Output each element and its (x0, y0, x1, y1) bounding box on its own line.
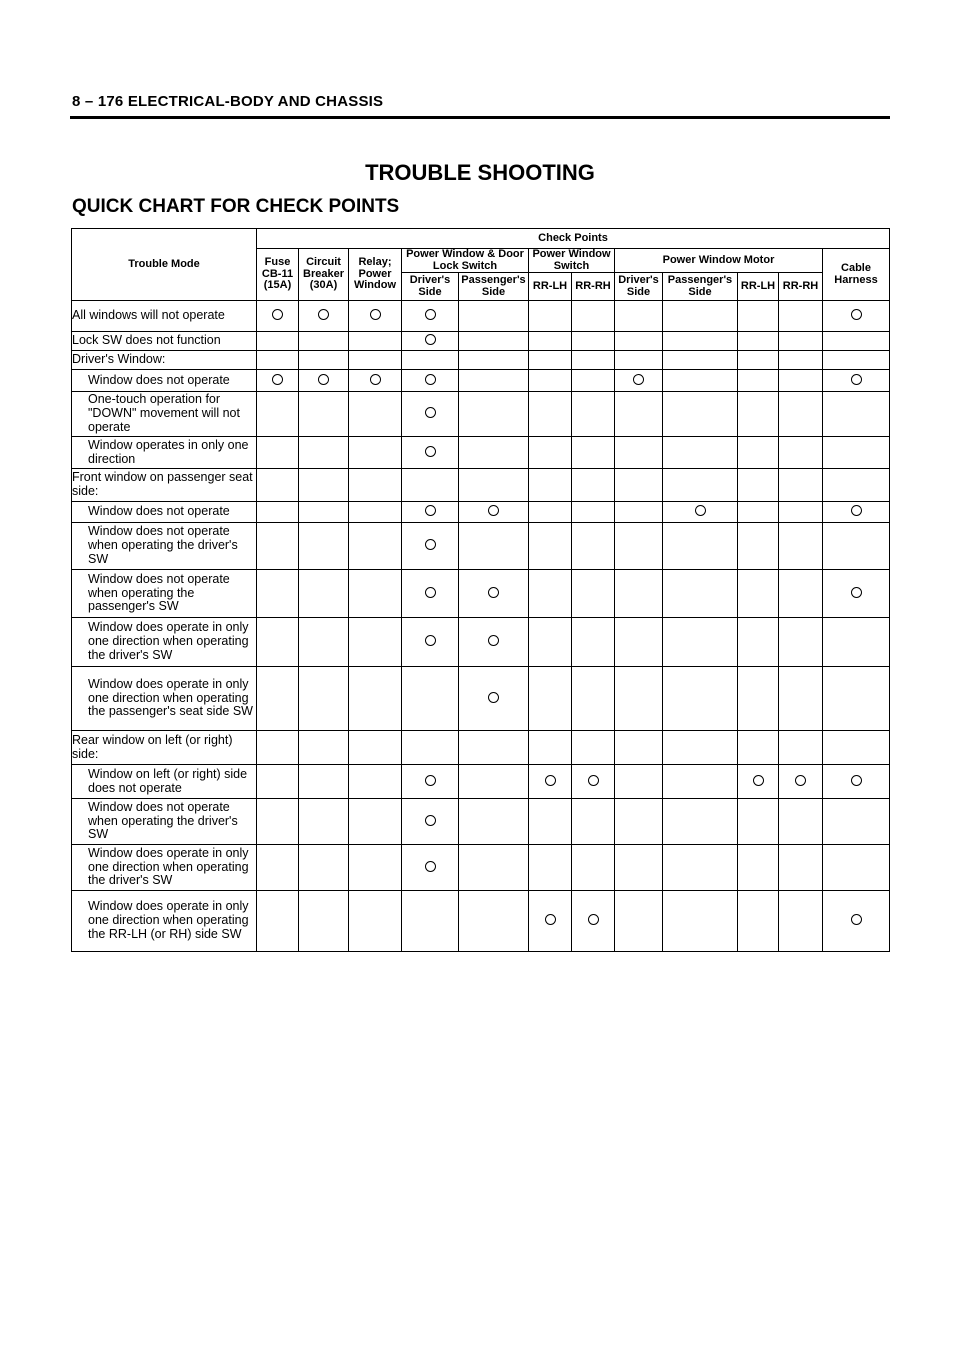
mark-cell-motor-rr-rh (779, 731, 823, 765)
mark-cell-sw-passenger (459, 523, 529, 570)
mark-cell-pws-rr-lh (529, 731, 572, 765)
mark-cell-pws-rr-rh (572, 392, 615, 437)
mark-cell-motor-passenger (663, 845, 738, 891)
check-mark-circle (488, 587, 499, 598)
mark-cell-motor-driver (615, 351, 663, 370)
mark-cell-motor-driver (615, 523, 663, 570)
mark-cell-motor-rr-rh (779, 392, 823, 437)
mark-cell-pws-rr-rh (572, 618, 615, 667)
mark-cell-sw-passenger (459, 392, 529, 437)
check-mark-circle (425, 861, 436, 872)
mark-cell-motor-driver (615, 845, 663, 891)
check-mark-circle (488, 635, 499, 646)
mark-cell-pws-rr-lh (529, 765, 572, 799)
mark-cell-motor-rr-rh (779, 437, 823, 469)
mark-cell-sw-driver (402, 891, 459, 952)
circuit-breaker-header: Circuit Breaker (30A) (299, 249, 349, 301)
trouble-mode-cell: Window does not operate when operating the driver's SW (72, 799, 257, 845)
pws-rr-lh-header: RR-LH (529, 273, 572, 301)
mark-cell-relay (349, 351, 402, 370)
mark-cell-motor-rr-rh (779, 667, 823, 731)
mark-cell-pws-rr-rh (572, 301, 615, 332)
mark-cell-motor-driver (615, 731, 663, 765)
mark-cell-circuit-breaker (299, 765, 349, 799)
mark-cell-sw-passenger (459, 332, 529, 351)
mark-cell-sw-driver (402, 523, 459, 570)
mark-cell-motor-rr-lh (738, 351, 779, 370)
mark-cell-motor-passenger (663, 523, 738, 570)
check-mark-circle (588, 775, 599, 786)
mark-cell-motor-passenger (663, 370, 738, 392)
check-mark-circle (425, 374, 436, 385)
mark-cell-motor-driver (615, 765, 663, 799)
check-mark-circle (851, 775, 862, 786)
mark-cell-pws-rr-rh (572, 667, 615, 731)
mark-cell-cable-harness (823, 731, 890, 765)
mark-cell-pws-rr-rh (572, 469, 615, 502)
mark-cell-pws-rr-lh (529, 392, 572, 437)
mark-cell-pws-rr-lh (529, 845, 572, 891)
mark-cell-cable-harness (823, 502, 890, 523)
mark-cell-motor-driver (615, 502, 663, 523)
mark-cell-relay (349, 618, 402, 667)
mark-cell-motor-rr-rh (779, 502, 823, 523)
mark-cell-pws-rr-rh (572, 523, 615, 570)
mark-cell-motor-driver (615, 799, 663, 845)
pws-rr-rh-header: RR-RH (572, 273, 615, 301)
mark-cell-sw-passenger (459, 469, 529, 502)
mark-cell-circuit-breaker (299, 799, 349, 845)
trouble-mode-cell: Window operates in only one direction (72, 437, 257, 469)
trouble-mode-cell: Window on left (or right) side does not operate (72, 765, 257, 799)
mark-cell-fuse (257, 502, 299, 523)
mark-cell-cable-harness (823, 523, 890, 570)
mark-cell-motor-passenger (663, 570, 738, 618)
mark-cell-fuse (257, 799, 299, 845)
mark-cell-sw-passenger (459, 301, 529, 332)
mark-cell-motor-rr-lh (738, 570, 779, 618)
mark-cell-motor-driver (615, 301, 663, 332)
check-mark-circle (851, 505, 862, 516)
mark-cell-sw-driver (402, 370, 459, 392)
mark-cell-circuit-breaker (299, 618, 349, 667)
table-row (72, 523, 890, 570)
mark-cell-sw-driver (402, 667, 459, 731)
mark-cell-motor-driver (615, 618, 663, 667)
trouble-mode-cell: Window does operate in only one direction when operating the driver's SW (72, 618, 257, 667)
trouble-mode-cell: Window does operate in only one direction when operating the RR-LH (or RH) side SW (72, 891, 257, 952)
mark-cell-cable-harness (823, 301, 890, 332)
mark-cell-sw-driver (402, 469, 459, 502)
quick-chart-table (71, 228, 890, 952)
mark-cell-sw-passenger (459, 570, 529, 618)
mark-cell-motor-rr-lh (738, 799, 779, 845)
mark-cell-cable-harness (823, 332, 890, 351)
check-mark-circle (425, 505, 436, 516)
mark-cell-pws-rr-lh (529, 667, 572, 731)
mark-cell-sw-passenger (459, 370, 529, 392)
check-mark-circle (695, 505, 706, 516)
mark-cell-relay (349, 570, 402, 618)
mark-cell-motor-passenger (663, 667, 738, 731)
check-mark-circle (488, 505, 499, 516)
mark-cell-fuse (257, 523, 299, 570)
mark-cell-relay (349, 731, 402, 765)
mark-cell-fuse (257, 370, 299, 392)
mark-cell-pws-rr-lh (529, 799, 572, 845)
mark-cell-sw-driver (402, 332, 459, 351)
mark-cell-sw-driver (402, 799, 459, 845)
chart-subtitle: QUICK CHART FOR CHECK POINTS (72, 196, 400, 217)
mark-cell-sw-driver (402, 845, 459, 891)
mark-cell-motor-passenger (663, 351, 738, 370)
table-row (72, 301, 890, 332)
table-row (72, 570, 890, 618)
mark-cell-pws-rr-rh (572, 731, 615, 765)
mark-cell-pws-rr-rh (572, 799, 615, 845)
power-window-switch-header: Power Window Switch (529, 249, 615, 273)
check-mark-circle (545, 775, 556, 786)
mark-cell-motor-rr-lh (738, 469, 779, 502)
mark-cell-relay (349, 392, 402, 437)
mark-cell-motor-driver (615, 392, 663, 437)
table-row (72, 502, 890, 523)
table-row (72, 351, 890, 370)
mark-cell-sw-driver (402, 570, 459, 618)
mark-cell-fuse (257, 437, 299, 469)
mark-cell-cable-harness (823, 370, 890, 392)
mark-cell-fuse (257, 392, 299, 437)
mark-cell-motor-rr-rh (779, 370, 823, 392)
mark-cell-relay (349, 370, 402, 392)
trouble-mode-header: Trouble Mode (72, 229, 257, 301)
mark-cell-pws-rr-rh (572, 891, 615, 952)
mark-cell-sw-passenger (459, 667, 529, 731)
check-mark-circle (488, 692, 499, 703)
mark-cell-pws-rr-rh (572, 570, 615, 618)
mark-cell-fuse (257, 469, 299, 502)
trouble-mode-cell: All windows will not operate (72, 301, 257, 332)
mark-cell-motor-rr-rh (779, 332, 823, 351)
check-mark-circle (851, 587, 862, 598)
pw-door-lock-switch-header: Power Window & Door Lock Switch (402, 249, 529, 273)
page-header: 8 – 176 ELECTRICAL-BODY AND CHASSIS (72, 93, 384, 110)
mark-cell-circuit-breaker (299, 351, 349, 370)
table-row (72, 392, 890, 437)
check-points-header: Check Points (257, 229, 890, 249)
mark-cell-sw-passenger (459, 891, 529, 952)
mark-cell-motor-rr-lh (738, 765, 779, 799)
trouble-mode-cell: Window does not operate when operating the passenger's SW (72, 570, 257, 618)
mark-cell-sw-driver (402, 765, 459, 799)
mark-cell-motor-passenger (663, 891, 738, 952)
mark-cell-circuit-breaker (299, 570, 349, 618)
mark-cell-pws-rr-rh (572, 351, 615, 370)
mark-cell-motor-passenger (663, 731, 738, 765)
check-mark-circle (272, 374, 283, 385)
mark-cell-fuse (257, 618, 299, 667)
mark-cell-sw-passenger (459, 437, 529, 469)
check-mark-circle (851, 374, 862, 385)
mark-cell-motor-driver (615, 667, 663, 731)
mark-cell-motor-passenger (663, 799, 738, 845)
mark-cell-pws-rr-lh (529, 351, 572, 370)
mark-cell-motor-driver (615, 437, 663, 469)
mark-cell-motor-rr-rh (779, 891, 823, 952)
check-mark-circle (425, 334, 436, 345)
check-mark-circle (425, 815, 436, 826)
mark-cell-motor-rr-lh (738, 891, 779, 952)
mark-cell-circuit-breaker (299, 523, 349, 570)
mark-cell-sw-driver (402, 392, 459, 437)
mark-cell-motor-passenger (663, 332, 738, 351)
trouble-mode-cell: Lock SW does not function (72, 332, 257, 351)
check-mark-circle (425, 309, 436, 320)
trouble-mode-cell: Driver's Window: (72, 351, 257, 370)
mark-cell-circuit-breaker (299, 845, 349, 891)
mark-cell-motor-rr-rh (779, 523, 823, 570)
power-window-motor-header: Power Window Motor (615, 249, 823, 273)
check-mark-circle (318, 374, 329, 385)
header-rule (70, 116, 890, 119)
mark-cell-relay (349, 301, 402, 332)
check-mark-circle (545, 914, 556, 925)
mark-cell-fuse (257, 845, 299, 891)
mark-cell-fuse (257, 731, 299, 765)
mark-cell-sw-passenger (459, 502, 529, 523)
mark-cell-cable-harness (823, 618, 890, 667)
quick-chart-body (72, 301, 890, 952)
mark-cell-fuse (257, 765, 299, 799)
mark-cell-motor-rr-rh (779, 799, 823, 845)
mark-cell-motor-rr-lh (738, 667, 779, 731)
table-row (72, 667, 890, 731)
table-row (72, 332, 890, 351)
mark-cell-cable-harness (823, 891, 890, 952)
motor-rr-lh-header: RR-LH (738, 273, 779, 301)
mark-cell-sw-passenger (459, 731, 529, 765)
mark-cell-cable-harness (823, 469, 890, 502)
page-title: TROUBLE SHOOTING (365, 160, 595, 185)
mark-cell-cable-harness (823, 845, 890, 891)
mark-cell-motor-passenger (663, 301, 738, 332)
mark-cell-sw-driver (402, 351, 459, 370)
mark-cell-pws-rr-rh (572, 502, 615, 523)
mark-cell-motor-rr-rh (779, 351, 823, 370)
mark-cell-motor-rr-rh (779, 765, 823, 799)
mark-cell-motor-rr-rh (779, 469, 823, 502)
mark-cell-motor-rr-lh (738, 437, 779, 469)
mark-cell-sw-passenger (459, 845, 529, 891)
relay-header: Relay; Power Window (349, 249, 402, 301)
mark-cell-pws-rr-lh (529, 523, 572, 570)
trouble-mode-cell: One-touch operation for "DOWN" movement will not operate (72, 392, 257, 437)
mark-cell-fuse (257, 667, 299, 731)
mark-cell-relay (349, 523, 402, 570)
mark-cell-relay (349, 469, 402, 502)
mark-cell-motor-rr-rh (779, 845, 823, 891)
check-mark-circle (425, 635, 436, 646)
sw-drivers-side-header: Driver's Side (402, 273, 459, 301)
mark-cell-pws-rr-lh (529, 301, 572, 332)
mark-cell-sw-driver (402, 731, 459, 765)
mark-cell-sw-driver (402, 301, 459, 332)
check-mark-circle (753, 775, 764, 786)
mark-cell-motor-driver (615, 469, 663, 502)
cable-harness-header: Cable Harness (823, 249, 890, 301)
check-mark-circle (318, 309, 329, 320)
mark-cell-motor-rr-rh (779, 570, 823, 618)
mark-cell-circuit-breaker (299, 667, 349, 731)
check-mark-circle (425, 775, 436, 786)
mark-cell-relay (349, 437, 402, 469)
check-mark-circle (370, 309, 381, 320)
mark-cell-circuit-breaker (299, 370, 349, 392)
trouble-mode-cell: Front window on passenger seat side: (72, 469, 257, 502)
mark-cell-motor-passenger (663, 392, 738, 437)
motor-passengers-side-header: Passenger's Side (663, 273, 738, 301)
check-mark-circle (425, 446, 436, 457)
mark-cell-cable-harness (823, 799, 890, 845)
mark-cell-pws-rr-lh (529, 502, 572, 523)
mark-cell-circuit-breaker (299, 332, 349, 351)
mark-cell-motor-passenger (663, 765, 738, 799)
trouble-mode-cell: Window does operate in only one direction when operating the driver's SW (72, 845, 257, 891)
mark-cell-sw-passenger (459, 799, 529, 845)
mark-cell-sw-passenger (459, 765, 529, 799)
mark-cell-motor-driver (615, 570, 663, 618)
sw-passengers-side-header: Passenger's Side (459, 273, 529, 301)
check-mark-circle (425, 407, 436, 418)
mark-cell-sw-passenger (459, 618, 529, 667)
mark-cell-relay (349, 799, 402, 845)
mark-cell-cable-harness (823, 570, 890, 618)
mark-cell-motor-rr-rh (779, 301, 823, 332)
check-mark-circle (851, 309, 862, 320)
check-mark-circle (272, 309, 283, 320)
mark-cell-motor-rr-lh (738, 845, 779, 891)
table-row (72, 845, 890, 891)
mark-cell-circuit-breaker (299, 731, 349, 765)
table-row (72, 765, 890, 799)
mark-cell-fuse (257, 891, 299, 952)
mark-cell-motor-rr-lh (738, 301, 779, 332)
mark-cell-pws-rr-lh (529, 437, 572, 469)
mark-cell-motor-rr-lh (738, 392, 779, 437)
mark-cell-cable-harness (823, 437, 890, 469)
mark-cell-cable-harness (823, 351, 890, 370)
mark-cell-relay (349, 502, 402, 523)
table-row (72, 437, 890, 469)
check-mark-circle (851, 914, 862, 925)
mark-cell-fuse (257, 332, 299, 351)
mark-cell-circuit-breaker (299, 891, 349, 952)
mark-cell-motor-rr-lh (738, 618, 779, 667)
table-row (72, 799, 890, 845)
mark-cell-fuse (257, 570, 299, 618)
mark-cell-circuit-breaker (299, 469, 349, 502)
mark-cell-pws-rr-rh (572, 765, 615, 799)
mark-cell-relay (349, 765, 402, 799)
check-mark-circle (633, 374, 644, 385)
check-mark-circle (425, 587, 436, 598)
mark-cell-pws-rr-lh (529, 332, 572, 351)
mark-cell-relay (349, 332, 402, 351)
motor-rr-rh-header: RR-RH (779, 273, 823, 301)
check-mark-circle (370, 374, 381, 385)
mark-cell-pws-rr-lh (529, 469, 572, 502)
mark-cell-motor-rr-lh (738, 502, 779, 523)
mark-cell-motor-rr-lh (738, 370, 779, 392)
mark-cell-pws-rr-rh (572, 437, 615, 469)
mark-cell-sw-passenger (459, 351, 529, 370)
mark-cell-fuse (257, 351, 299, 370)
table-row (72, 731, 890, 765)
mark-cell-sw-driver (402, 502, 459, 523)
mark-cell-sw-driver (402, 618, 459, 667)
mark-cell-motor-passenger (663, 469, 738, 502)
mark-cell-motor-passenger (663, 437, 738, 469)
mark-cell-motor-passenger (663, 502, 738, 523)
mark-cell-motor-passenger (663, 618, 738, 667)
mark-cell-cable-harness (823, 667, 890, 731)
mark-cell-motor-rr-rh (779, 618, 823, 667)
trouble-mode-cell: Window does not operate (72, 370, 257, 392)
mark-cell-motor-driver (615, 332, 663, 351)
mark-cell-motor-rr-lh (738, 523, 779, 570)
mark-cell-pws-rr-rh (572, 845, 615, 891)
table-row (72, 891, 890, 952)
mark-cell-pws-rr-lh (529, 891, 572, 952)
table-row (72, 618, 890, 667)
mark-cell-motor-rr-lh (738, 332, 779, 351)
trouble-mode-cell: Window does operate in only one direction when operating the passenger's seat side SW (72, 667, 257, 731)
mark-cell-motor-rr-lh (738, 731, 779, 765)
fuse-header: Fuse CB-11 (15A) (257, 249, 299, 301)
mark-cell-relay (349, 845, 402, 891)
mark-cell-pws-rr-rh (572, 332, 615, 351)
mark-cell-relay (349, 667, 402, 731)
mark-cell-cable-harness (823, 765, 890, 799)
table-row (72, 370, 890, 392)
table-row (72, 469, 890, 502)
mark-cell-sw-driver (402, 437, 459, 469)
mark-cell-pws-rr-rh (572, 370, 615, 392)
check-mark-circle (795, 775, 806, 786)
trouble-mode-cell: Rear window on left (or right) side: (72, 731, 257, 765)
mark-cell-pws-rr-lh (529, 618, 572, 667)
mark-cell-pws-rr-lh (529, 570, 572, 618)
mark-cell-circuit-breaker (299, 301, 349, 332)
mark-cell-cable-harness (823, 392, 890, 437)
motor-drivers-side-header: Driver's Side (615, 273, 663, 301)
mark-cell-pws-rr-lh (529, 370, 572, 392)
mark-cell-circuit-breaker (299, 502, 349, 523)
trouble-mode-cell: Window does not operate when operating the driver's SW (72, 523, 257, 570)
mark-cell-motor-driver (615, 370, 663, 392)
check-mark-circle (588, 914, 599, 925)
trouble-mode-cell: Window does not operate (72, 502, 257, 523)
mark-cell-fuse (257, 301, 299, 332)
mark-cell-circuit-breaker (299, 392, 349, 437)
mark-cell-relay (349, 891, 402, 952)
mark-cell-motor-driver (615, 891, 663, 952)
check-mark-circle (425, 539, 436, 550)
mark-cell-circuit-breaker (299, 437, 349, 469)
